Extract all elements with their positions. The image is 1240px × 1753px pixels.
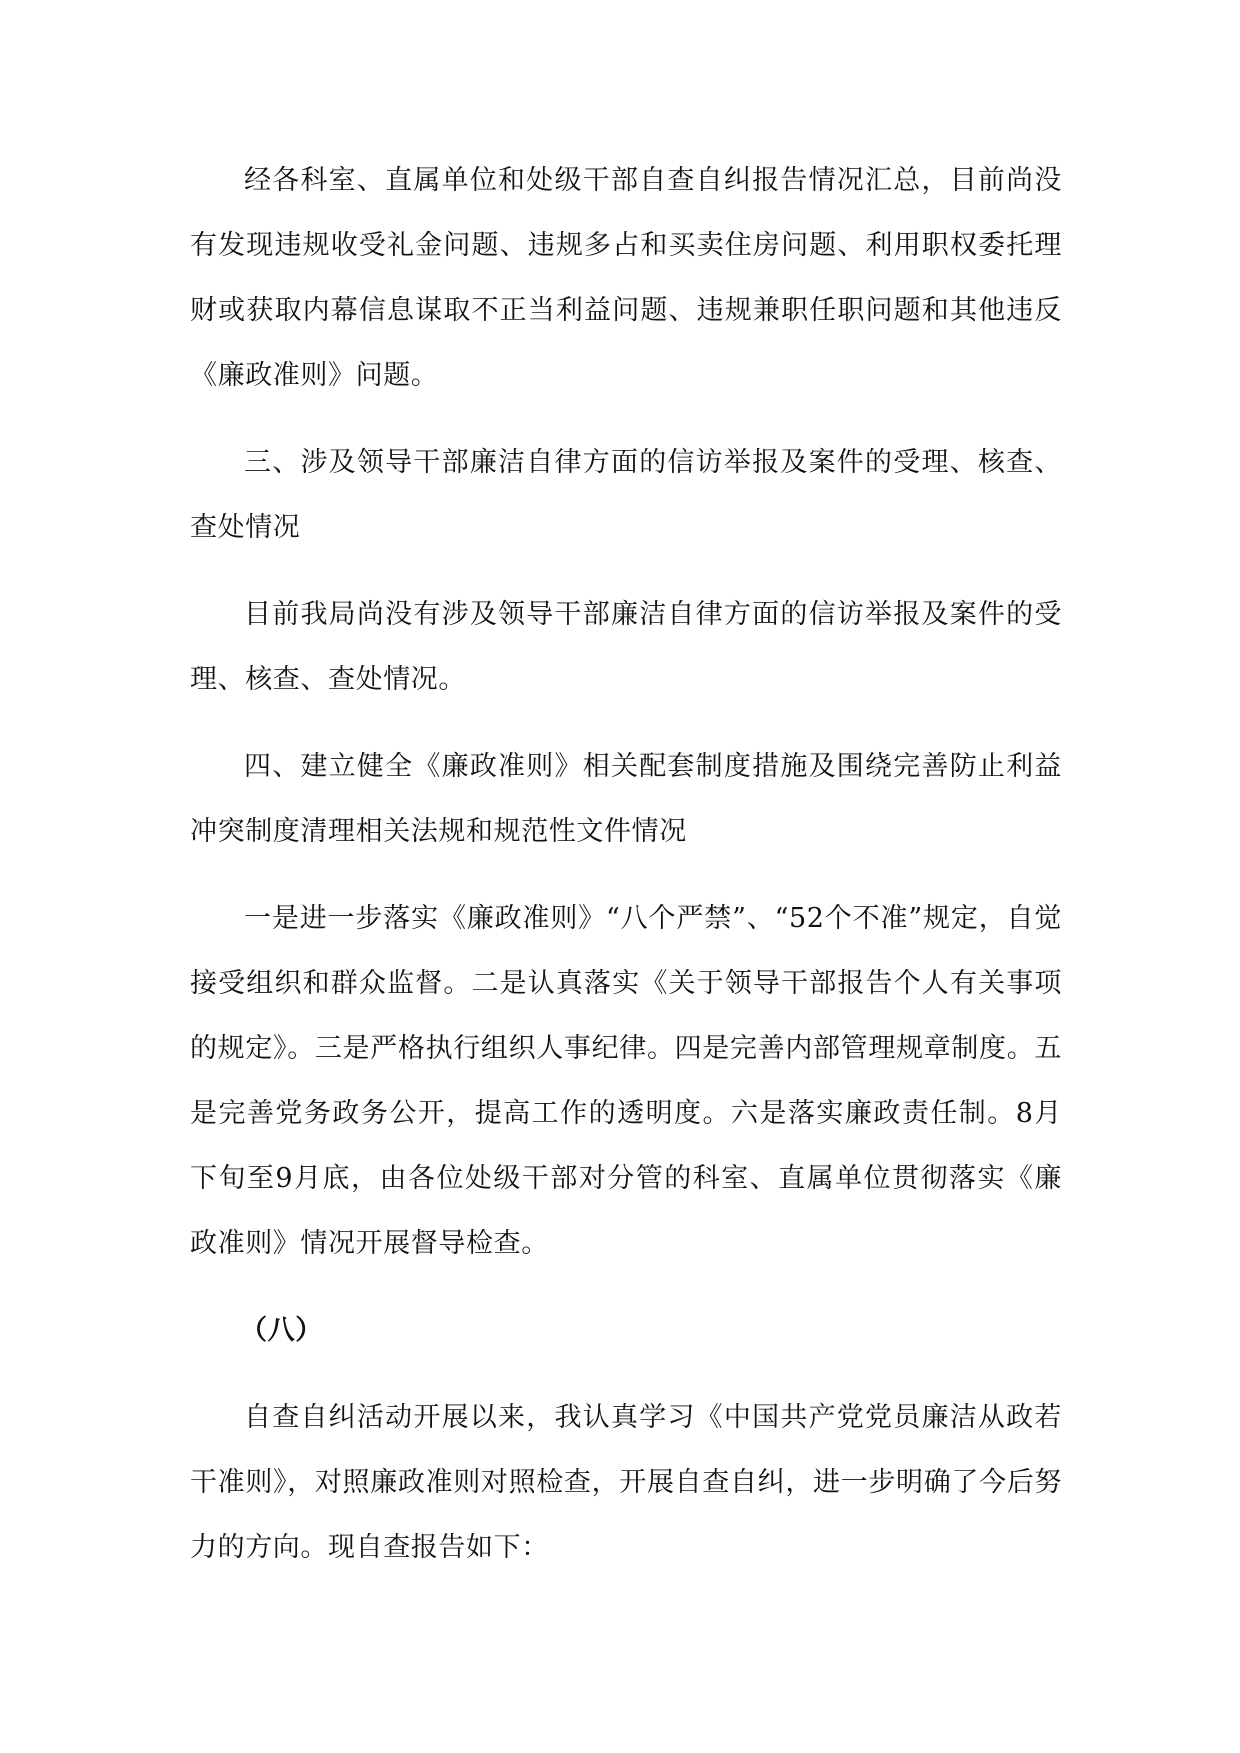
- section-heading-three: 三、涉及领导干部廉洁自律方面的信访举报及案件的受理、核查、查处情况: [190, 447, 1062, 543]
- section-heading-four: 四、建立健全《廉政准则》相关配套制度措施及围绕完善防止利益冲突制度清理相关法规和规范性文件情况: [190, 751, 1062, 847]
- section-marker: （八）: [240, 1315, 323, 1346]
- document-page: [190, 148, 1062, 1580]
- summary-paragraph: 经各科室、直属单位和处级干部自查自纠报告情况汇总，目前尚没有发现违规收受礼金问题、违规多占和买卖住房问题、利用职权委托理财或获取内幕信息谋取不正当利益问题、违规兼职任职问题和其他违反《廉政准则》问题。: [190, 165, 1062, 391]
- measures-paragraph: 一是进一步落实《廉政准则》“八个严禁”、“52个不准”规定，自觉接受组织和群众监督。二是认真落实《关于领导干部报告个人有关事项的规定》。三是严格执行组织人事纪律。四是完善内部管理规章制度。五是完善党务政务公开，提高工作的透明度。六是落实廉政责任制。8月下旬至9月底，由各位处级干部对分管的科室、直属单位贯彻落实《廉政准则》情况开展督导检查。: [190, 903, 1062, 1259]
- petition-status-paragraph: 目前我局尚没有涉及领导干部廉洁自律方面的信访举报及案件的受理、核查、查处情况。: [190, 599, 1062, 695]
- closing-paragraph: 自查自纠活动开展以来，我认真学习《中国共产党党员廉洁从政若干准则》，对照廉政准则对照检查，开展自查自纠，进一步明确了今后努力的方向。现自查报告如下：: [190, 1402, 1062, 1563]
